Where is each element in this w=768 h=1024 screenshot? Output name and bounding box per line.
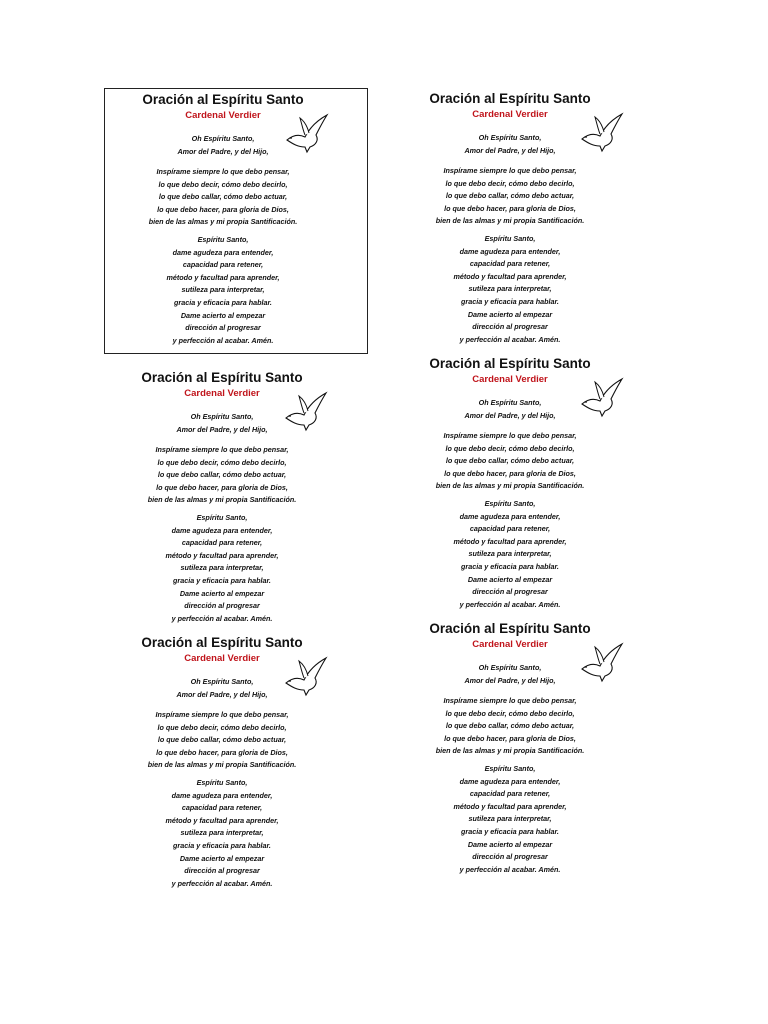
stanza-line: Amor del Padre, y del Hijo, — [464, 410, 556, 420]
stanza-line: lo que debo hacer, para gloria de Dios, — [444, 733, 576, 743]
stanza-3 — [112, 512, 332, 625]
stanza-line: lo que debo hacer, para gloria de Dios, — [156, 482, 288, 492]
stanza-line: dirección al progresar — [472, 322, 548, 332]
stanza-line: Inspírame siempre lo que debo pensar, — [443, 166, 577, 175]
stanza-line: Espíritu Santo, — [484, 499, 536, 508]
stanza-3 — [113, 234, 333, 347]
stanza-line: dame agudeza para entender, — [171, 790, 273, 800]
stanza-line: y perfección al acabar. Amén. — [459, 864, 561, 874]
stanza-line: y perfección al acabar. Amén. — [459, 334, 561, 344]
stanza-line: gracia y eficacia para hablar. — [173, 575, 271, 585]
stanza-line: dame agudeza para entender, — [459, 511, 561, 521]
stanza-line: bien de las almas y mi propia Santificación. — [148, 217, 298, 227]
stanza-line: capacidad para retener, — [181, 538, 263, 548]
stanza-line: método y facultad para aprender, — [165, 550, 279, 560]
stanza-line: bien de las almas y mi propia Santificación. — [147, 495, 297, 505]
stanza-line: lo que debo hacer, para gloria de Dios, — [157, 204, 289, 214]
card-subtitle: Cardenal Verdier — [472, 639, 548, 650]
stanza-line: bien de las almas y mi propia Santificación. — [435, 481, 585, 491]
stanza-line: capacidad para retener, — [182, 260, 264, 270]
stanza-line: dame agudeza para entender, — [459, 246, 561, 256]
stanza-line: y perfección al acabar. Amén. — [171, 613, 273, 623]
stanza-line: lo que debo decir, cómo debo decirlo, — [445, 178, 575, 188]
prayer-card-2 — [400, 88, 664, 354]
stanza-3 — [400, 233, 620, 346]
stanza-line: lo que debo hacer, para gloria de Dios, — [444, 203, 576, 213]
stanza-line: Amor del Padre, y del Hijo, — [464, 145, 556, 155]
stanza-line: dirección al progresar — [185, 323, 261, 333]
card-subtitle: Cardenal Verdier — [185, 110, 261, 121]
stanza-line: Inspírame siempre lo que debo pensar, — [156, 167, 290, 176]
stanza-line: dirección al progresar — [184, 866, 260, 876]
card-title: Oración al Espíritu Santo — [429, 91, 591, 106]
stanza-line: método y facultad para aprender, — [453, 536, 567, 546]
stanza-line: dirección al progresar — [472, 852, 548, 862]
prayer-card-6 — [400, 618, 664, 884]
stanza-line: Dame acierto al empezar — [467, 574, 553, 584]
stanza-line: gracia y eficacia para hablar. — [461, 561, 559, 571]
stanza-line: Oh Espíritu Santo, — [478, 663, 542, 672]
stanza-line: sutileza para interpretar, — [468, 814, 552, 824]
stanza-line: Dame acierto al empezar — [180, 310, 266, 320]
stanza-line: capacidad para retener, — [469, 524, 551, 534]
stanza-line: Inspírame siempre lo que debo pensar, — [155, 710, 289, 719]
stanza-1 — [400, 132, 620, 157]
stanza-line: bien de las almas y mi propia Santificación. — [435, 746, 585, 756]
stanza-line: lo que debo callar, cómo debo actuar, — [445, 456, 575, 466]
stanza-line: Oh Espíritu Santo, — [478, 133, 542, 142]
stanza-line: Espíritu Santo, — [484, 234, 536, 243]
stanza-line: capacidad para retener, — [181, 803, 263, 813]
stanza-line: Inspírame siempre lo que debo pensar, — [155, 445, 289, 454]
stanza-line: Dame acierto al empezar — [467, 309, 553, 319]
stanza-1 — [112, 676, 332, 701]
stanza-line: lo que debo callar, cómo debo actuar, — [157, 735, 287, 745]
card-subtitle: Cardenal Verdier — [472, 109, 548, 120]
stanza-line: Inspírame siempre lo que debo pensar, — [443, 696, 577, 705]
stanza-line: método y facultad para aprender, — [453, 801, 567, 811]
stanza-2 — [400, 695, 620, 758]
stanza-line: dirección al progresar — [184, 601, 260, 611]
card-title: Oración al Espíritu Santo — [429, 356, 591, 371]
card-title: Oración al Espíritu Santo — [141, 370, 303, 385]
stanza-1 — [400, 397, 620, 422]
stanza-line: Inspírame siempre lo que debo pensar, — [443, 431, 577, 440]
stanza-line: capacidad para retener, — [469, 789, 551, 799]
stanza-3 — [400, 763, 620, 876]
card-subtitle: Cardenal Verdier — [184, 653, 260, 664]
card-title: Oración al Espíritu Santo — [141, 635, 303, 650]
stanza-line: Amor del Padre, y del Hijo, — [464, 675, 556, 685]
stanza-line: método y facultad para aprender, — [453, 271, 567, 281]
stanza-line: Oh Espíritu Santo, — [190, 677, 254, 686]
prayer-card-5 — [104, 632, 368, 898]
stanza-line: Dame acierto al empezar — [179, 588, 265, 598]
stanza-line: Oh Espíritu Santo, — [191, 134, 255, 143]
stanza-line: gracia y eficacia para hablar. — [173, 840, 271, 850]
stanza-line: Amor del Padre, y del Hijo, — [176, 424, 268, 434]
stanza-line: Amor del Padre, y del Hijo, — [176, 689, 268, 699]
card-subtitle: Cardenal Verdier — [472, 374, 548, 385]
stanza-line: y perfección al acabar. Amén. — [172, 335, 274, 345]
stanza-line: capacidad para retener, — [469, 259, 551, 269]
stanza-line: bien de las almas y mi propia Santificación. — [147, 760, 297, 770]
stanza-line: lo que debo callar, cómo debo actuar, — [445, 191, 575, 201]
stanza-line: sutileza para interpretar, — [468, 549, 552, 559]
stanza-line: Amor del Padre, y del Hijo, — [177, 146, 269, 156]
stanza-line: Dame acierto al empezar — [179, 853, 265, 863]
stanza-line: lo que debo decir, cómo debo decirlo, — [157, 457, 287, 467]
stanza-line: lo que debo hacer, para gloria de Dios, — [156, 747, 288, 757]
stanza-line: gracia y eficacia para hablar. — [461, 826, 559, 836]
stanza-1 — [400, 662, 620, 687]
stanza-line: sutileza para interpretar, — [181, 285, 265, 295]
stanza-line: Espíritu Santo, — [196, 513, 248, 522]
stanza-line: Oh Espíritu Santo, — [190, 412, 254, 421]
stanza-line: lo que debo decir, cómo debo decirlo, — [445, 708, 575, 718]
stanza-line: lo que debo callar, cómo debo actuar, — [157, 470, 287, 480]
stanza-line: dame agudeza para entender, — [459, 776, 561, 786]
stanza-line: lo que debo callar, cómo debo actuar, — [445, 721, 575, 731]
stanza-2 — [112, 444, 332, 507]
stanza-line: lo que debo decir, cómo debo decirlo, — [158, 179, 288, 189]
stanza-line: dirección al progresar — [472, 587, 548, 597]
stanza-line: dame agudeza para entender, — [172, 247, 274, 257]
card-title: Oración al Espíritu Santo — [142, 92, 304, 107]
prayer-card-1 — [104, 88, 368, 354]
stanza-2 — [112, 709, 332, 772]
stanza-line: método y facultad para aprender, — [165, 815, 279, 825]
stanza-line: lo que debo callar, cómo debo actuar, — [158, 192, 288, 202]
stanza-line: sutileza para interpretar, — [468, 284, 552, 294]
stanza-line: gracia y eficacia para hablar. — [174, 297, 272, 307]
card-subtitle: Cardenal Verdier — [184, 388, 260, 399]
stanza-line: Espíritu Santo, — [197, 235, 249, 244]
stanza-line: dame agudeza para entender, — [171, 525, 273, 535]
prayer-card-3 — [104, 367, 368, 633]
stanza-line: lo que debo decir, cómo debo decirlo, — [157, 722, 287, 732]
stanza-line: Oh Espíritu Santo, — [478, 398, 542, 407]
stanza-line: Dame acierto al empezar — [467, 839, 553, 849]
stanza-line: lo que debo decir, cómo debo decirlo, — [445, 443, 575, 453]
prayer-card-4 — [400, 353, 664, 619]
stanza-line: Espíritu Santo, — [196, 778, 248, 787]
stanza-line: lo que debo hacer, para gloria de Dios, — [444, 468, 576, 478]
stanza-line: método y facultad para aprender, — [166, 272, 280, 282]
stanza-line: sutileza para interpretar, — [180, 563, 264, 573]
stanza-line: bien de las almas y mi propia Santificación. — [435, 216, 585, 226]
card-title: Oración al Espíritu Santo — [429, 621, 591, 636]
stanza-line: y perfección al acabar. Amén. — [459, 599, 561, 609]
stanza-line: Espíritu Santo, — [484, 764, 536, 773]
stanza-2 — [113, 166, 333, 229]
stanza-1 — [112, 411, 332, 436]
stanza-3 — [400, 498, 620, 611]
stanza-line: y perfección al acabar. Amén. — [171, 878, 273, 888]
stanza-2 — [400, 165, 620, 228]
stanza-3 — [112, 777, 332, 890]
stanza-1 — [113, 133, 333, 158]
stanza-line: gracia y eficacia para hablar. — [461, 296, 559, 306]
stanza-2 — [400, 430, 620, 493]
stanza-line: sutileza para interpretar, — [180, 828, 264, 838]
